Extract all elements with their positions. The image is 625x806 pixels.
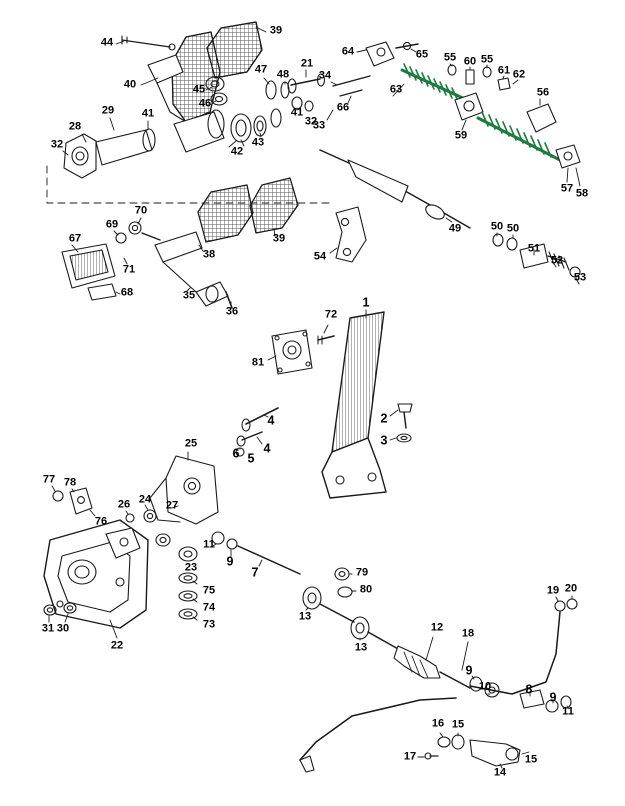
callout-number-41: 41 (290, 106, 304, 119)
callout-number-46: 46 (198, 97, 212, 110)
callout-number-78: 78 (63, 476, 77, 489)
callout-number-57: 57 (560, 182, 574, 195)
callout-number-53: 53 (573, 271, 587, 284)
callout-number-42: 42 (230, 145, 244, 158)
callout-number-36: 36 (225, 305, 239, 318)
callout-number-10: 10 (478, 680, 492, 693)
callout-number-8: 8 (525, 682, 533, 697)
callout-number-20: 20 (564, 582, 578, 595)
callout-number-29: 29 (101, 104, 115, 117)
callout-number-75: 75 (202, 584, 216, 597)
callout-number-23: 23 (184, 561, 198, 574)
callout-number-65: 65 (415, 48, 429, 61)
callout-number-16: 16 (431, 717, 445, 730)
callout-number-6: 6 (232, 446, 240, 461)
callout-number-1: 1 (362, 295, 370, 310)
callout-number-56: 56 (536, 86, 550, 99)
callout-number-12: 12 (430, 621, 444, 634)
callout-number-66: 66 (336, 101, 350, 114)
callout-number-2: 2 (380, 411, 388, 426)
callout-number-14: 14 (493, 766, 507, 779)
callout-number-13: 13 (298, 610, 312, 623)
callout-number-19: 19 (546, 584, 560, 597)
callout-number-30: 30 (56, 622, 70, 635)
callout-number-4: 4 (267, 413, 275, 428)
callout-number-79: 79 (355, 566, 369, 579)
callout-number-25: 25 (184, 437, 198, 450)
callout-number-51: 51 (527, 242, 541, 255)
callout-number-26: 26 (117, 498, 131, 511)
callout-number-58: 58 (575, 187, 589, 200)
callout-number-48: 48 (276, 68, 290, 81)
callout-number-28: 28 (68, 120, 82, 133)
callout-number-59: 59 (454, 129, 468, 142)
callout-number-68: 68 (120, 286, 134, 299)
callout-number-9: 9 (549, 690, 557, 705)
callout-number-33: 33 (312, 119, 326, 132)
callout-number-5: 5 (247, 451, 255, 466)
callout-number-49: 49 (448, 222, 462, 235)
callout-number-50: 50 (506, 222, 520, 235)
callout-number-13: 13 (354, 641, 368, 654)
callout-number-62: 62 (512, 68, 526, 81)
callout-number-3: 3 (380, 433, 388, 448)
callout-number-7: 7 (251, 565, 259, 580)
callout-number-80: 80 (359, 583, 373, 596)
callout-number-39: 39 (269, 24, 283, 37)
callout-number-72: 72 (324, 308, 338, 321)
callout-number-38: 38 (202, 248, 216, 261)
callout-number-61: 61 (497, 64, 511, 77)
callout-number-54: 54 (313, 250, 327, 263)
callout-number-52: 52 (550, 254, 564, 267)
callout-number-40: 40 (123, 78, 137, 91)
callout-number-15: 15 (451, 718, 465, 731)
callout-number-21: 21 (300, 57, 314, 70)
callout-number-47: 47 (254, 63, 268, 76)
callout-number-55: 55 (480, 53, 494, 66)
callout-number-17: 17 (403, 750, 417, 763)
callout-number-4: 4 (263, 441, 271, 456)
callout-number-77: 77 (42, 473, 56, 486)
callout-number-22: 22 (110, 639, 124, 652)
callout-number-70: 70 (134, 204, 148, 217)
callout-number-24: 24 (138, 493, 152, 506)
callout-number-73: 73 (202, 618, 216, 631)
callout-number-81: 81 (251, 356, 265, 369)
callout-number-32: 32 (304, 115, 318, 128)
callout-number-43: 43 (251, 136, 265, 149)
callout-number-9: 9 (465, 663, 473, 678)
callout-number-67: 67 (68, 232, 82, 245)
callout-number-41: 41 (141, 107, 155, 120)
callout-number-50: 50 (490, 220, 504, 233)
callout-number-32: 32 (50, 138, 64, 151)
callout-number-11: 11 (203, 538, 215, 551)
callout-number-31: 31 (41, 622, 55, 635)
callout-number-18: 18 (461, 627, 475, 640)
callout-number-69: 69 (105, 218, 119, 231)
callout-number-11: 11 (562, 705, 574, 718)
callout-number-35: 35 (182, 289, 196, 302)
callout-number-76: 76 (94, 515, 108, 528)
callout-number-74: 74 (202, 601, 216, 614)
callout-number-27: 27 (165, 499, 179, 512)
callout-number-55: 55 (443, 51, 457, 64)
callout-number-15: 15 (524, 753, 538, 766)
callout-number-9: 9 (226, 554, 234, 569)
callout-number-39: 39 (272, 232, 286, 245)
callout-number-64: 64 (341, 45, 355, 58)
callout-number-44: 44 (100, 36, 114, 49)
callout-number-60: 60 (463, 55, 477, 68)
callout-number-34: 34 (318, 69, 332, 82)
callout-number-45: 45 (192, 83, 206, 96)
callout-number-71: 71 (122, 263, 136, 276)
callout-number-63: 63 (389, 83, 403, 96)
